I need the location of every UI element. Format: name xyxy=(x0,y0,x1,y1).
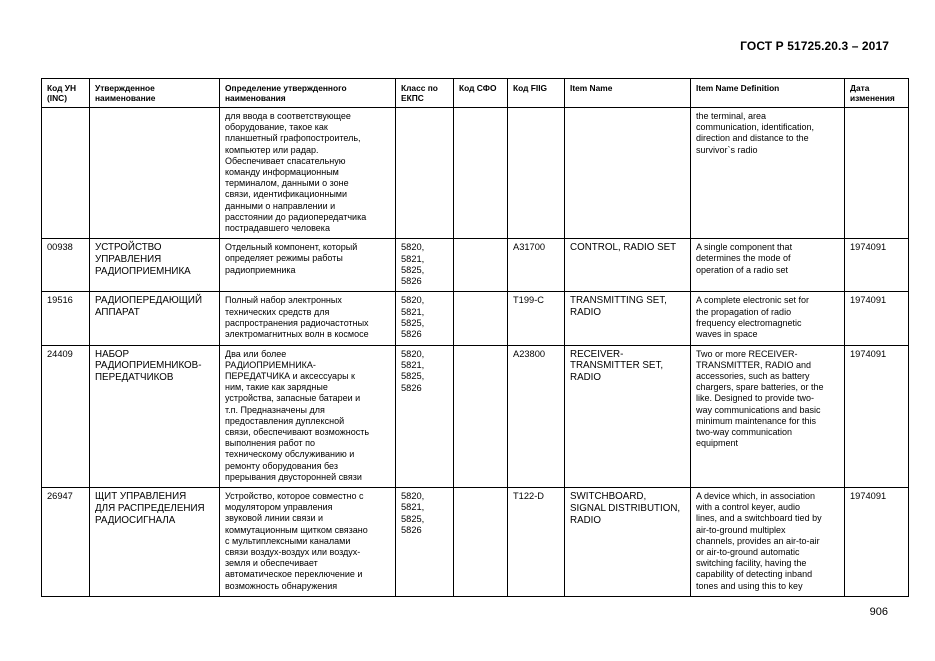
item-name-cell xyxy=(565,345,691,487)
cell-text-line: A single component that xyxy=(696,242,793,253)
cell-text-line: 5821, xyxy=(401,306,425,317)
header-definition xyxy=(220,79,396,108)
cell-text-line: УПРАВЛЕНИЯ xyxy=(95,254,162,266)
table-row xyxy=(42,345,909,487)
change-date-cell xyxy=(845,292,909,345)
cell-text-line: 5820, xyxy=(401,295,425,306)
cell-text-line: распространения радиочастотных xyxy=(225,317,369,328)
cell-text-line: A31700 xyxy=(513,242,546,253)
inc-code-cell xyxy=(42,292,90,345)
cell-text-line: с мультиплексными каналами xyxy=(225,535,351,546)
cell-text-line: РАДИОПРИЕМНИКА xyxy=(95,265,191,277)
cell-text-line: ПЕРЕДАТЧИКА и аксессуары к xyxy=(225,371,355,382)
cell-text-line: survivor`s radio xyxy=(696,144,758,155)
sfo-code-cell xyxy=(454,345,508,487)
approved-name-cell xyxy=(90,108,220,239)
cell-text-line: SIGNAL DISTRIBUTION, xyxy=(570,502,681,514)
cell-text-line: земля и обеспечивает xyxy=(225,558,318,569)
cell-text-line: АППАРАТ xyxy=(95,307,140,319)
cell-text-line: связи, обеспечивают возможность xyxy=(225,427,370,438)
header-text-line: ЕКПС xyxy=(401,93,424,103)
header-sfo-code xyxy=(454,79,508,108)
fiig-code-cell xyxy=(508,488,565,597)
table-row xyxy=(42,488,909,597)
definition-cell xyxy=(220,488,396,597)
cell-text-line: НАБОР xyxy=(95,348,130,360)
item-definition-cell xyxy=(691,292,845,345)
item-name-cell xyxy=(565,488,691,597)
cell-text-line: РАДИОПРИЕМНИКОВ- xyxy=(95,360,202,372)
cell-text-line: связи воздух-воздух или воздух- xyxy=(225,547,361,558)
cell-text-line: Обеспечивает спасательную xyxy=(225,155,346,166)
cell-text-line: tones and using this to key xyxy=(696,580,803,591)
header-text-line: Класс по xyxy=(401,83,438,93)
cell-text-line: T199-C xyxy=(513,295,545,306)
cell-text-line: ЩИТ УПРАВЛЕНИЯ xyxy=(95,491,187,503)
cell-text-line: терминалом, данными о зоне xyxy=(225,178,349,189)
sfo-code-cell xyxy=(454,292,508,345)
item-name-cell xyxy=(565,239,691,292)
fiig-code-cell xyxy=(508,292,565,345)
ekps-class-cell xyxy=(396,108,454,239)
approved-name-cell xyxy=(90,488,220,597)
definition-cell xyxy=(220,345,396,487)
header-text-line: Item Name xyxy=(570,83,613,93)
approved-name-cell xyxy=(90,345,220,487)
cell-text-line: УСТРОЙСТВО xyxy=(95,242,162,254)
cell-text-line: the terminal, area xyxy=(696,111,767,121)
cell-text-line: RECEIVER- xyxy=(570,348,624,360)
cell-text-line: with a control keyer, audio xyxy=(696,502,801,513)
ekps-class-cell xyxy=(396,292,454,345)
cell-text-line: two-way communication xyxy=(696,427,793,438)
change-date-cell xyxy=(845,108,909,239)
cell-text-line: 5825, xyxy=(401,264,425,275)
cell-text-line: accessories, such as battery xyxy=(696,371,810,382)
cell-text-line: waves in space xyxy=(696,329,758,340)
cell-text-line: channels, provides an air-to-air xyxy=(696,535,820,546)
cell-text-line: звуковой линии связи и xyxy=(225,513,324,524)
cell-text-line: планшетный графопостроитель, xyxy=(225,133,361,144)
cell-text-line: SWITCHBOARD, xyxy=(570,491,647,503)
cell-text-line: Устройство, которое совместно с xyxy=(225,491,364,502)
cell-text-line: 5821, xyxy=(401,359,425,370)
header-text-line: Item Name Definition xyxy=(696,83,780,93)
cell-text-line: RADIO xyxy=(570,514,602,526)
item-name-cell xyxy=(565,292,691,345)
cell-text-line: T122-D xyxy=(513,491,545,502)
change-date-cell xyxy=(845,345,909,487)
cell-text-line: 24409 xyxy=(47,348,73,359)
item-definition-cell xyxy=(691,345,845,487)
change-date-cell xyxy=(845,239,909,292)
item-definition-cell xyxy=(691,239,845,292)
header-item-name xyxy=(565,79,691,108)
cell-text-line: Два или более xyxy=(225,348,287,359)
inc-code-cell xyxy=(42,239,90,292)
cell-text-line: коммутационным щитком связано xyxy=(225,524,368,535)
cell-text-line: TRANSMITTER, RADIO and xyxy=(696,359,812,370)
header-text-line: наименования xyxy=(225,93,286,103)
cell-text-line: техническому обслуживанию и xyxy=(225,449,355,460)
cell-text-line: для ввода в соответствующее xyxy=(225,111,351,121)
table-row xyxy=(42,108,909,239)
cell-text-line: capability of detecting inband xyxy=(696,569,813,580)
cell-text-line: 1974091 xyxy=(850,491,887,502)
approved-name-cell xyxy=(90,239,220,292)
cell-text-line: РАДИОПЕРЕДАЮЩИЙ xyxy=(95,295,203,307)
cell-text-line: 5820, xyxy=(401,348,425,359)
header-text-line: Код УН xyxy=(47,83,77,93)
item-definition-cell xyxy=(691,488,845,597)
cell-text-line: выполнения работ по xyxy=(225,438,316,449)
cell-text-line: lines, and a switchboard tied by xyxy=(696,513,822,524)
header-text-line: Код СФО xyxy=(459,83,497,93)
header-text-line: Определение утвержденного xyxy=(225,83,347,93)
header-text-line: изменения xyxy=(850,93,895,103)
cell-text-line: 26947 xyxy=(47,491,73,502)
cell-text-line: т.п. Предназначены для xyxy=(225,404,325,415)
item-definition-cell xyxy=(691,108,845,239)
cell-text-line: 5826 xyxy=(401,382,422,393)
cell-text-line: communication, identification, xyxy=(696,122,815,133)
cell-text-line: модулятором управления xyxy=(225,502,333,513)
cell-text-line: 5820, xyxy=(401,242,425,253)
page-number: 906 xyxy=(869,606,888,618)
change-date-cell xyxy=(845,488,909,597)
cell-text-line: Отдельный компонент, который xyxy=(225,242,358,253)
cell-text-line: Полный набор электронных xyxy=(225,295,342,306)
cell-text-line: switching facility, having the xyxy=(696,558,807,569)
definition-cell xyxy=(220,292,396,345)
cell-text-line: возможность обнаружения xyxy=(225,580,338,591)
cell-text-line: direction and distance to the xyxy=(696,133,809,144)
cell-text-line: RADIO xyxy=(570,307,602,319)
cell-text-line: A device which, in association xyxy=(696,491,816,502)
cell-text-line: the propagation of radio xyxy=(696,306,792,317)
cell-text-line: расстоянии до радиопередатчика xyxy=(225,211,367,222)
cell-text-line: 5825, xyxy=(401,371,425,382)
cell-text-line: РАДИОПРИЕМНИКА- xyxy=(225,359,316,370)
cell-text-line: Two or more RECEIVER- xyxy=(696,348,798,359)
cell-text-line: определяет режимы работы xyxy=(225,253,343,264)
cell-text-line: frequency electromagnetic xyxy=(696,317,802,328)
fiig-code-cell xyxy=(508,345,565,487)
document-id: ГОСТ Р 51725.20.3 – 2017 xyxy=(740,39,889,53)
sfo-code-cell xyxy=(454,239,508,292)
cell-text-line: determines the mode of xyxy=(696,253,791,264)
cell-text-line: TRANSMITTING SET, xyxy=(570,295,667,307)
header-text-line: Утвержденное xyxy=(95,83,155,93)
cell-text-line: ПЕРЕДАТЧИКОВ xyxy=(95,372,174,384)
inc-code-cell xyxy=(42,488,90,597)
cell-text-line: 00938 xyxy=(47,242,73,253)
cell-text-line: 5821, xyxy=(401,502,425,513)
header-text-line: наименование xyxy=(95,93,156,103)
cell-text-line: электромагнитных волн в космосе xyxy=(225,329,369,340)
cell-text-line: A complete electronic set for xyxy=(696,295,810,306)
cell-text-line: прерывания двусторонней связи xyxy=(225,471,362,482)
approved-name-cell xyxy=(90,292,220,345)
table-row xyxy=(42,239,909,292)
header-change-date xyxy=(845,79,909,108)
cell-text-line: minimum maintenance for this xyxy=(696,415,817,426)
table-body xyxy=(42,108,909,597)
header-ekps-class xyxy=(396,79,454,108)
table-header-row xyxy=(42,79,909,108)
definition-cell xyxy=(220,239,396,292)
inc-code-cell xyxy=(42,345,90,487)
cell-text-line: ремонту оборудования без xyxy=(225,460,338,471)
cell-text-line: радиоприемника xyxy=(225,264,296,275)
header-fiig-code xyxy=(508,79,565,108)
cell-text-line: компьютер или радар. xyxy=(225,144,319,155)
cell-text-line: 5826 xyxy=(401,276,422,287)
header-text-line: Дата xyxy=(850,83,870,93)
cell-text-line: автоматическое переключение и xyxy=(225,569,363,580)
cell-text-line: ним, такие как зарядные xyxy=(225,382,328,393)
cell-text-line: equipment xyxy=(696,438,739,449)
header-item-definition xyxy=(691,79,845,108)
cell-text-line: предоставления дуплексной xyxy=(225,415,345,426)
cell-text-line: оборудование, такое как xyxy=(225,122,328,133)
inc-code-cell xyxy=(42,108,90,239)
cell-text-line: 5821, xyxy=(401,253,425,264)
header-text-line: Код FIIG xyxy=(513,83,548,93)
ekps-class-cell xyxy=(396,488,454,597)
item-name-cell xyxy=(565,108,691,239)
cell-text-line: operation of a radio set xyxy=(696,264,789,275)
cell-text-line: A23800 xyxy=(513,348,546,359)
cell-text-line: пострадавшего человека xyxy=(225,223,330,234)
cell-text-line: 5826 xyxy=(401,329,422,340)
cell-text-line: 19516 xyxy=(47,295,73,306)
definition-cell xyxy=(220,108,396,239)
cell-text-line: RADIO xyxy=(570,372,602,384)
cell-text-line: TRANSMITTER SET, xyxy=(570,360,664,372)
sfo-code-cell xyxy=(454,108,508,239)
cell-text-line: like. Designed to provide two- xyxy=(696,393,815,404)
cell-text-line: данными о направлении и xyxy=(225,200,336,211)
ekps-class-cell xyxy=(396,239,454,292)
sfo-code-cell xyxy=(454,488,508,597)
cell-text-line: 1974091 xyxy=(850,242,887,253)
cell-text-line: 5825, xyxy=(401,513,425,524)
cell-text-line: 1974091 xyxy=(850,295,887,306)
fiig-code-cell xyxy=(508,108,565,239)
cell-text-line: air-to-ground multiplex xyxy=(696,524,786,535)
ekps-class-cell xyxy=(396,345,454,487)
cell-text-line: chargers, spare batteries, or the xyxy=(696,382,824,393)
cell-text-line: 5820, xyxy=(401,491,425,502)
table-row xyxy=(42,292,909,345)
header-text-line: (INC) xyxy=(47,93,68,103)
cell-text-line: РАДИОСИГНАЛА xyxy=(95,514,176,526)
cell-text-line: 5825, xyxy=(401,318,425,329)
cell-text-line: ДЛЯ РАСПРЕДЕЛЕНИЯ xyxy=(95,502,205,514)
cell-text-line: технических средств для xyxy=(225,306,330,317)
cell-text-line: команду информационным xyxy=(225,167,339,178)
cell-text-line: way communications and basic xyxy=(696,404,821,415)
cell-text-line: связи, идентификационными xyxy=(225,189,347,200)
cell-text-line: CONTROL, RADIO SET xyxy=(570,242,677,254)
cell-text-line: 1974091 xyxy=(850,348,887,359)
header-inc-code xyxy=(42,79,90,108)
cell-text-line: or air-to-ground automatic xyxy=(696,547,800,558)
cell-text-line: 5826 xyxy=(401,524,422,535)
catalog-table xyxy=(41,78,909,597)
header-approved-name xyxy=(90,79,220,108)
fiig-code-cell xyxy=(508,239,565,292)
cell-text-line: устройства, запасные батареи и xyxy=(225,393,361,404)
